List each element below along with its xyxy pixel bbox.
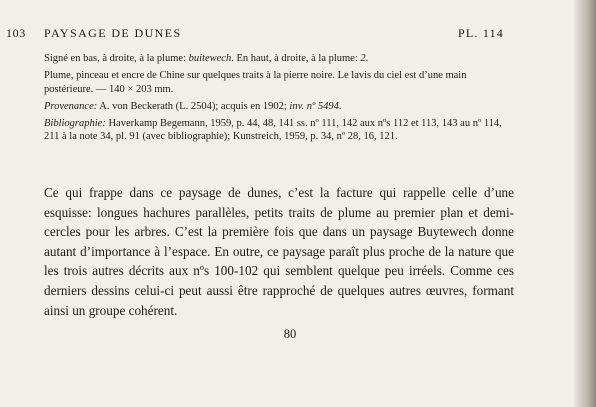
provenance-end: . [338, 100, 342, 112]
bibliography-label: Bibliographie: [44, 117, 106, 129]
commentary-text: Ce qui frappe dans ce paysage de dunes, c’est la facture qui rappelle celle d’une esquisse: longues hachures parallèles, petits traits de plume au premier plan et demi-cercles pour les arbres. C’est la première fois que dans un paysage Buytewech donne autant d’importance à l’espace. En outre, ce paysage paraît plus proche de la nature que les trois autres décrits aux nºs 100-102 qui semblent quelque peu irréels. Comme ces derniers dessins celui-ci peut aussi être rapproché de quelques autres œuvres, formant ainsi un groupe cohérent. [44, 185, 514, 318]
signature-note-text-2: . En haut, à droite, à la plume: [231, 53, 361, 64]
provenance-text: A. von Beckerath (L. 2504); acquis en 1902; [97, 100, 290, 112]
inscription-number: 2 [360, 53, 366, 64]
folio-page-number: 80 [283, 327, 297, 341]
bibliography-note [44, 117, 516, 144]
running-title: PAYSAGE DE DUNES [44, 26, 182, 40]
book-gutter-shadow [574, 0, 596, 407]
running-header [0, 26, 580, 42]
signature-note-end: . [365, 53, 369, 64]
signature-note-text: Signé en bas, à droite, à la plume: [44, 53, 189, 64]
provenance-note [44, 100, 516, 114]
catalogue-number: 103 [6, 26, 26, 40]
commentary-paragraph [44, 183, 514, 320]
inventory-number: inv. nº 5494 [289, 100, 339, 112]
signature-note [44, 52, 516, 66]
signature-name: buitewech [188, 53, 232, 64]
provenance-label: Provenance: [44, 100, 98, 112]
catalogue-notes [44, 52, 516, 148]
plate-number: PL. 114 [458, 26, 504, 40]
technique-note: Plume, pinceau et encre de Chine sur quelques traits à la pierre noire. Le lavis du ciel est d’une main postérieure. — 140 × 203 mm. [44, 70, 467, 95]
bibliography-text: Haverkamp Begemann, 1959, p. 44, 48, 141 ss. nº 111, 142 aux nºs 112 et 113, 143 au nº 114, 211 à la note 34, pl. 91 (avec bibliographie); Kunstreich, 1959, p. 34, nº 28, 16, 121. [44, 117, 502, 143]
